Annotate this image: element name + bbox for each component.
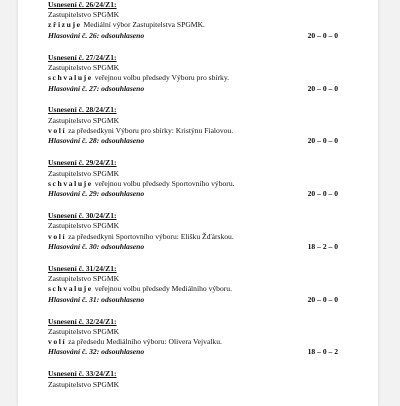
resolution-decision xyxy=(48,337,350,347)
resolutions-list xyxy=(48,0,350,402)
resolution-heading: Usnesení č. 32/24/Z1: xyxy=(48,316,117,326)
resolution-block xyxy=(48,317,350,358)
vote-label: Hlasování č. 27: odsouhlaseno xyxy=(48,83,145,93)
vote-result: 20 – 0 – 0 xyxy=(307,189,338,199)
resolution-text: za předsedu Mediálního výboru: Olivera Vejvalku. xyxy=(68,337,222,347)
resolution-block xyxy=(48,264,350,305)
resolution-body: Zastupitelstvo SPGMK xyxy=(48,115,120,125)
vote-result: 20 – 0 – 0 xyxy=(307,136,338,146)
resolution-block xyxy=(48,53,350,94)
resolution-heading: Usnesení č. 26/24/Z1: xyxy=(48,0,117,9)
vote-line xyxy=(48,242,350,252)
resolution-verb: schvaluje xyxy=(48,284,93,294)
vote-label: Hlasování č. 31: odsouhlaseno xyxy=(48,294,145,304)
resolution-text: veřejnou volbu předsedy Výboru pro sbírky. xyxy=(94,73,230,83)
vote-result: 20 – 0 – 0 xyxy=(307,30,338,40)
vote-label: Hlasování č. 30: odsouhlaseno xyxy=(48,241,145,251)
resolution-heading: Usnesení č. 31/24/Z1: xyxy=(48,263,117,273)
vote-label: Hlasování č. 28: odsouhlaseno xyxy=(48,136,145,146)
resolution-heading: Usnesení č. 28/24/Z1: xyxy=(48,105,117,115)
resolution-heading: Usnesení č. 27/24/Z1: xyxy=(48,52,117,62)
vote-line xyxy=(48,84,350,94)
vote-line xyxy=(48,189,350,199)
resolution-text: za předsedkyni Sportovního výboru: Elišku Žďárskou. xyxy=(68,231,234,241)
resolution-block xyxy=(48,369,350,390)
resolution-block xyxy=(48,158,350,199)
resolution-body: Zastupitelstvo SPGMK xyxy=(48,221,120,231)
document-page xyxy=(18,0,378,406)
resolution-body: Zastupitelstvo SPGMK xyxy=(48,62,120,72)
resolution-block xyxy=(48,0,350,41)
vote-label: Hlasování č. 32: odsouhlaseno xyxy=(48,347,145,357)
resolution-verb: schvaluje xyxy=(48,178,93,188)
resolution-verb: volí xyxy=(48,231,67,241)
vote-line xyxy=(48,136,350,146)
resolution-decision xyxy=(48,126,350,136)
vote-label: Hlasování č. 29: odsouhlaseno xyxy=(48,189,145,199)
vote-result: 20 – 0 – 0 xyxy=(307,83,338,93)
resolution-block xyxy=(48,105,350,146)
resolution-decision xyxy=(48,284,350,294)
resolution-text: veřejnou volbu předsedy Mediálního výboru. xyxy=(94,284,232,294)
resolution-verb: volí xyxy=(48,126,67,136)
resolution-body: Zastupitelstvo SPGMK xyxy=(48,326,120,336)
vote-label: Hlasování č. 26: odsouhlaseno xyxy=(48,30,145,40)
resolution-decision xyxy=(48,20,350,30)
vote-result: 18 – 0 – 2 xyxy=(307,347,338,357)
resolution-body: Zastupitelstvo SPGMK xyxy=(48,168,120,178)
vote-line xyxy=(48,31,350,41)
resolution-decision xyxy=(48,73,350,83)
resolution-block xyxy=(48,211,350,252)
resolution-verb: schvaluje xyxy=(48,73,93,83)
resolution-body: Zastupitelstvo SPGMK xyxy=(48,10,120,20)
vote-result: 20 – 0 – 0 xyxy=(307,294,338,304)
resolution-verb: volí xyxy=(48,337,67,347)
vote-line xyxy=(48,295,350,305)
resolution-verb: zřizuje xyxy=(48,20,82,30)
resolution-heading: Usnesení č. 33/24/Z1: xyxy=(48,369,117,379)
resolution-decision xyxy=(48,232,350,242)
resolution-text: Mediální výbor Zastupitelstva SPGMK. xyxy=(83,20,205,30)
resolution-decision xyxy=(48,179,350,189)
resolution-text: veřejnou volbu předsedy Sportovního výboru. xyxy=(94,178,235,188)
resolution-body: Zastupitelstvo SPGMK xyxy=(48,274,120,284)
resolution-text: za předsedkyni Výboru pro sbírky: Kristýnu Fialovou. xyxy=(68,126,234,136)
vote-line xyxy=(48,347,350,357)
resolution-heading: Usnesení č. 29/24/Z1: xyxy=(48,158,117,168)
resolution-body: Zastupitelstvo SPGMK xyxy=(48,379,120,389)
resolution-heading: Usnesení č. 30/24/Z1: xyxy=(48,211,117,221)
vote-result: 18 – 2 – 0 xyxy=(307,241,338,251)
